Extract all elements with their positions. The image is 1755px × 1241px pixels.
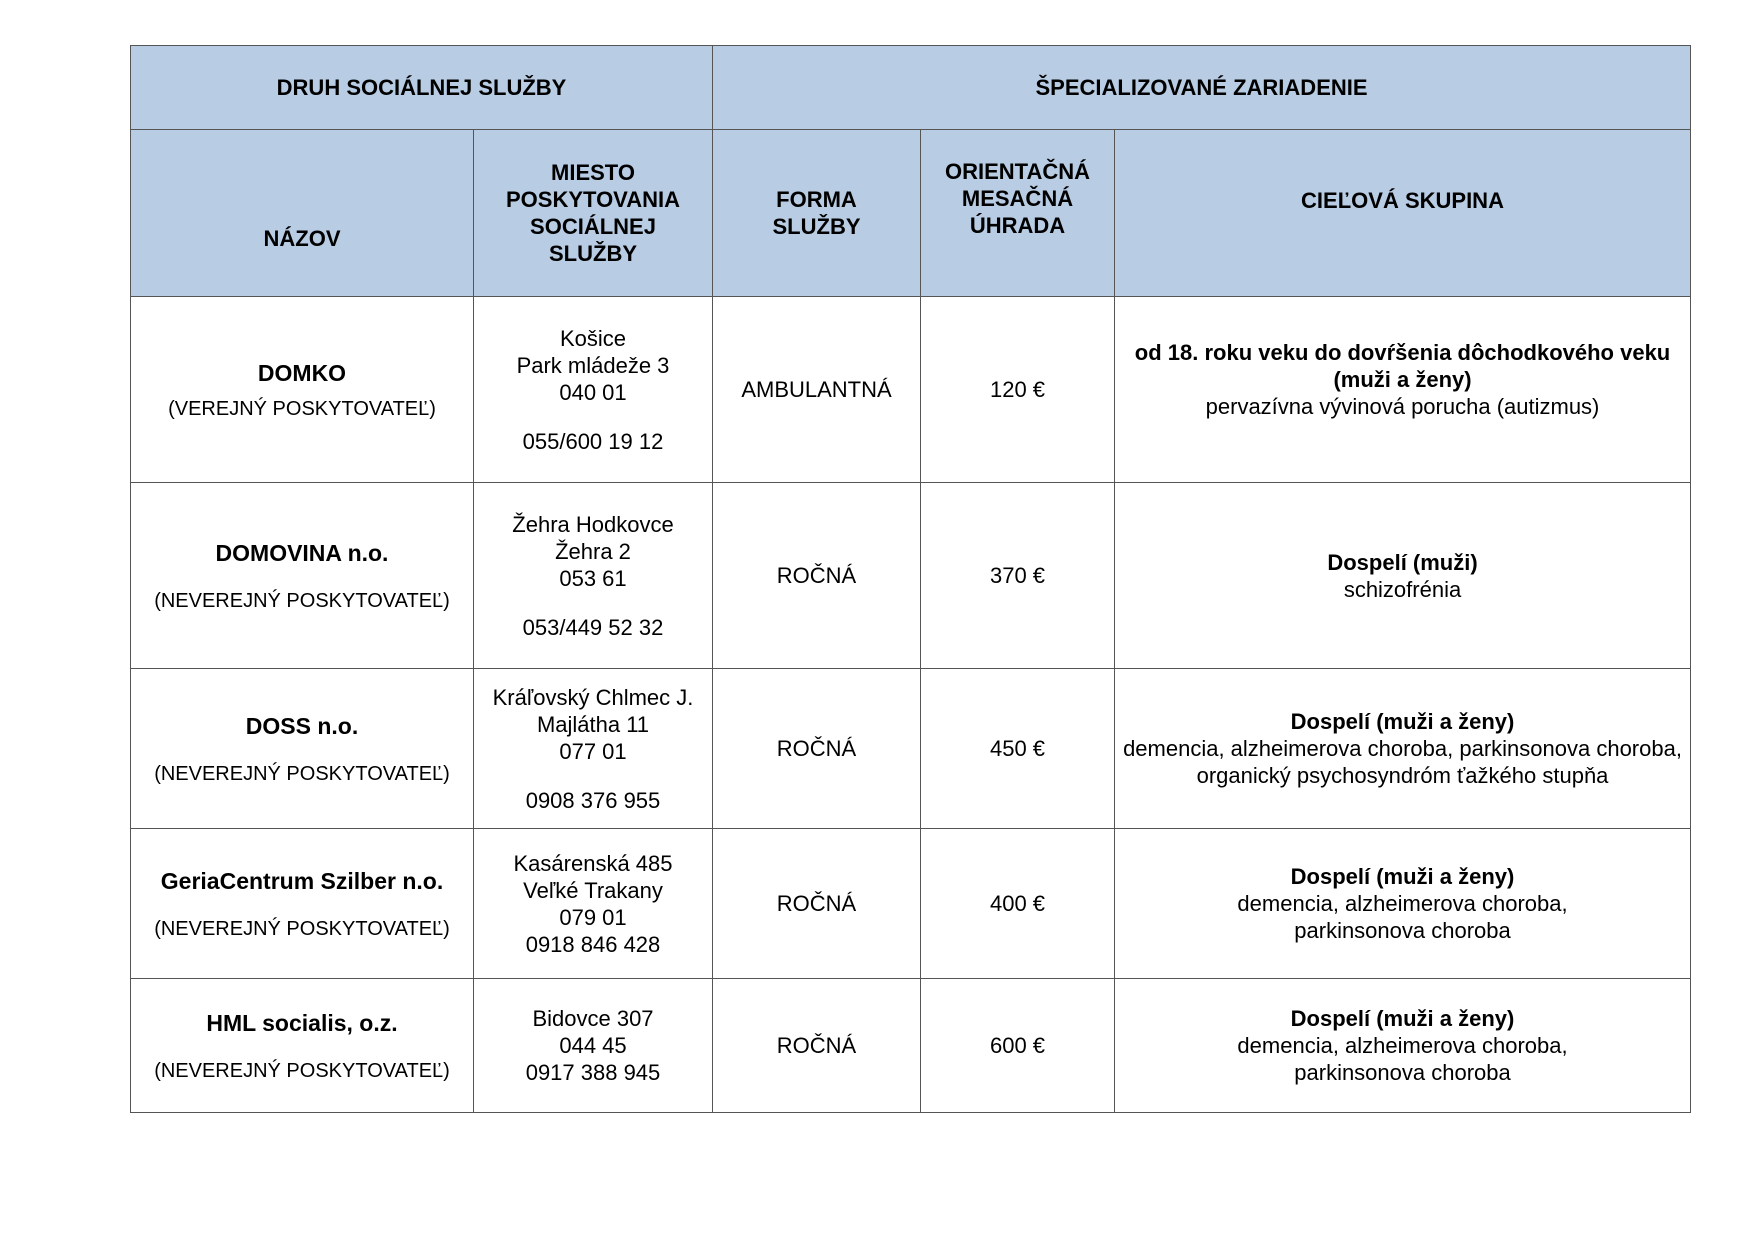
provider-type: (NEVEREJNÝ POSKYTOVATEĽ): [154, 762, 450, 785]
cell-place: [474, 297, 713, 483]
target-group-description: demencia, alzheimerova choroba, parkinsonova choroba: [1237, 1033, 1568, 1085]
place-line: Bidovce 307: [532, 1006, 654, 1031]
provider-name: DOMKO: [257, 359, 347, 386]
phone-number: 0908 376 955: [525, 787, 661, 813]
place-line: 040 01: [559, 379, 627, 405]
cell-provider-name: [131, 979, 474, 1113]
column-header-fee: [921, 130, 1115, 297]
phone-number: 0917 388 945: [525, 1060, 661, 1085]
place-line: Park mládeže 3: [516, 352, 670, 378]
cell-provider-name: [131, 483, 474, 669]
social-services-table: [130, 45, 1691, 1113]
phone-number: 0918 846 428: [525, 931, 661, 957]
column-header-place-line: MIESTO: [551, 160, 635, 185]
place-line: Kráľovský Chlmec J.: [492, 684, 694, 710]
provider-name: GeriaCentrum Szilber n.o.: [160, 867, 444, 894]
cell-form: ROČNÁ: [713, 669, 921, 829]
header-columns-row: [131, 130, 1691, 297]
place-line: 044 45: [559, 1033, 627, 1058]
column-header-place-line: SLUŽBY: [549, 241, 637, 266]
column-header-target-label: CIEĽOVÁ SKUPINA: [1301, 188, 1504, 213]
cell-provider-name: [131, 829, 474, 979]
column-header-place-line: SOCIÁLNEJ: [530, 214, 656, 239]
cell-place: [474, 979, 713, 1113]
provider-type: (NEVEREJNÝ POSKYTOVATEĽ): [154, 917, 450, 940]
provider-name: DOMOVINA n.o.: [215, 539, 389, 566]
column-header-name: [131, 130, 474, 297]
table-row: [131, 669, 1691, 829]
table-row: [131, 483, 1691, 669]
place-line: Kasárenská 485: [513, 850, 673, 876]
cell-form: ROČNÁ: [713, 829, 921, 979]
table-row: [131, 979, 1691, 1113]
provider-type: (NEVEREJNÝ POSKYTOVATEĽ): [154, 1059, 450, 1082]
phone-number: 055/600 19 12: [522, 428, 664, 454]
table-row: [131, 297, 1691, 483]
header-group-facility: ŠPECIALIZOVANÉ ZARIADENIE: [713, 46, 1691, 130]
cell-form: ROČNÁ: [713, 979, 921, 1113]
phone-number: 053/449 52 32: [522, 614, 664, 640]
provider-name: HML socialis, o.z.: [206, 1009, 398, 1036]
target-group-description: demencia, alzheimerova choroba, parkinsonova choroba, organický psychosyndróm ťažkého stupňa: [1123, 736, 1682, 788]
cell-provider-name: [131, 669, 474, 829]
cell-target-group: [1115, 979, 1691, 1113]
place-line: Žehra Hodkovce: [512, 511, 674, 537]
cell-place: [474, 829, 713, 979]
cell-target-group: [1115, 829, 1691, 979]
header-group-row: [131, 46, 1691, 130]
cell-target-group: [1115, 297, 1691, 483]
cell-form: ROČNÁ: [713, 483, 921, 669]
cell-form: AMBULANTNÁ: [713, 297, 921, 483]
column-header-form-line: SLUŽBY: [772, 214, 861, 239]
column-header-name-label: NÁZOV: [263, 225, 341, 251]
place-line: Košice: [559, 325, 627, 351]
place-line: 053 61: [559, 565, 627, 591]
place-line: Majlátha 11: [536, 711, 650, 737]
provider-type: (VEREJNÝ POSKYTOVATEĽ): [168, 397, 436, 420]
column-header-place-line: POSKYTOVANIA: [506, 187, 680, 212]
cell-fee: 120 €: [921, 297, 1115, 483]
cell-fee: 400 €: [921, 829, 1115, 979]
cell-target-group: [1115, 483, 1691, 669]
target-group-primary: Dospelí (muži): [1327, 549, 1478, 575]
provider-name: DOSS n.o.: [245, 712, 359, 739]
cell-fee: 600 €: [921, 979, 1115, 1113]
cell-provider-name: [131, 297, 474, 483]
provider-type: (NEVEREJNÝ POSKYTOVATEĽ): [154, 589, 450, 612]
column-header-target: [1115, 130, 1691, 297]
target-group-primary: od 18. roku veku do dovŕšenia dôchodkového veku (muži a ženy): [1134, 340, 1671, 392]
table-row: [131, 829, 1691, 979]
column-header-place: [474, 130, 713, 297]
place-line: Veľké Trakany: [523, 877, 663, 903]
cell-place: [474, 669, 713, 829]
column-header-fee-line: ÚHRADA: [969, 212, 1066, 238]
column-header-fee-line: MESAČNÁ: [961, 185, 1074, 211]
column-header-fee-line: ORIENTAČNÁ: [944, 158, 1091, 184]
cell-fee: 450 €: [921, 669, 1115, 829]
column-header-form: [713, 130, 921, 297]
target-group-description: pervazívna vývinová porucha (autizmus): [1205, 394, 1600, 419]
target-group-primary: Dospelí (muži a ženy): [1290, 1006, 1515, 1031]
column-header-form-line: FORMA: [776, 187, 857, 212]
cell-place: [474, 483, 713, 669]
cell-target-group: [1115, 669, 1691, 829]
target-group-primary: Dospelí (muži a ženy): [1290, 864, 1515, 889]
place-line: 077 01: [559, 738, 627, 764]
cell-fee: 370 €: [921, 483, 1115, 669]
header-group-service-type: DRUH SOCIÁLNEJ SLUŽBY: [131, 46, 713, 130]
place-line: Žehra 2: [555, 538, 631, 564]
target-group-description: schizofrénia: [1343, 576, 1462, 602]
place-line: 079 01: [559, 904, 627, 930]
target-group-primary: Dospelí (muži a ženy): [1290, 709, 1515, 734]
target-group-description: demencia, alzheimerova choroba, parkinsonova choroba: [1237, 891, 1568, 943]
